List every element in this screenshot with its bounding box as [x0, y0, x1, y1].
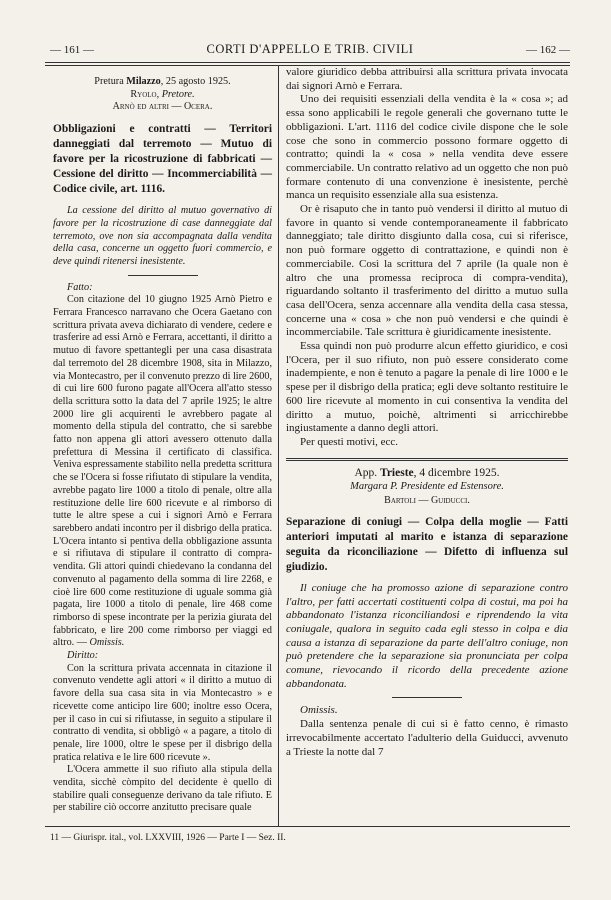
right-column — [286, 66, 568, 759]
omissis-2: Omissis. — [300, 704, 338, 717]
footer-rule — [45, 826, 570, 827]
right-paragraph-5: Per questi motivi, ecc. — [300, 435, 399, 448]
parties: Arnò ed altri — Ocera. — [112, 101, 213, 113]
column-divider — [278, 66, 279, 826]
court-line-2 — [286, 467, 568, 481]
diritto-paragraph-1: Con la scrittura privata accennata in citazione il convenuto vendette agli attori « il diritto a mutuo di favore della sua casa sita in via Montecastro » e ricevette come anticipo lire 600; inoltre esso Ocera, per il caso in cui si rifiutasse, in seguito a stipulare il contratto di vendita, si obbligò « a pagare, a titolo di penale, lire 1000, oltre le spese per il disbrigo della pratica relativa e le lire 600 ricevute ». — [53, 662, 272, 763]
right-paragraph-4: Essa quindi non può produrre alcun effetto giuridico, e così l'Ocera, per il suo rifiuto, non può essere considerato come inadempiente, e non è tenuto a pagare la penale di lire 1000 e le spese per il disbrigo della pratica; egli deve soltanto restituire le 600 lire ricevute al momento in cui consentiva la vendita del diritto a mutuo, poichè, altrimenti si arricchirebbe ingiustamente a danno degli attori. — [286, 340, 568, 435]
fatto-heading: Fatto: — [67, 281, 93, 293]
page-footer: 11 — Giurispr. ital., vol. LXXVIII, 1926 — Parte I — Sez. II. — [50, 833, 286, 843]
court-date-2: , 4 dicembre 1925. — [413, 466, 500, 479]
right-paragraph-3: Or è risaputo che in tanto può vendersi il diritto al mutuo di favore in quanto si vende contemporaneamente il fabbricato danneggiato; tale diritto disgiunto dalla cosa, cui si riferisce, non può formare oggetto di contrattazione, e quindi non è commerciabile. Così la scrittura del 7 aprile (la quale non è altro che una promessa reciproca di compra-vendita), riguardando soltanto il trasferimento del diritto a mutuo sulla casa dell'Ocera, senza accennare alla vendita della casa stessa, concerne una « cosa » che non può vendersi e che quindi è incommerciabile. Tale scrittura è giuridicamente inesistente. — [286, 203, 568, 339]
judges-line: Margara P. Presidente ed Estensore. — [350, 481, 504, 493]
parties-2: Bartoli — Guiducci. — [384, 495, 470, 507]
judge-role: , Pretore. — [156, 88, 195, 100]
section-rule — [286, 458, 568, 461]
case-caption-2: Separazione di coniugi — Colpa della moglie — Fatti anteriori imputati al marito e istanza di separazione seguita da riconciliazione — Difetto di influenza sul giudizio. — [286, 515, 568, 573]
case-maxim-2: Il coniuge che ha promosso azione di separazione contro l'altro, per fatti accertati costituenti colpa di costui, ma poi ha abbandonato l'istanza riconciliandosi e riprendendo la vita coniugale, qualora in seguito cada egli stesso in colpa e dia causa a istanza di separazione da parte dell'altro coniuge, non può pretendere che la separazione sia pronunciata per colpa comune, rievocando il ricordo della precedente azione abbandonata. — [286, 581, 568, 690]
fatto-body: Con citazione del 10 giugno 1925 Arnò Pietro e Ferrara Francesco narravano che Ocera Gaetano con scrittura privata aveva dichiarato di vendere, cedere e trasferire ad essi Arnò e Ferrara, accettanti, il diritto a mutuo di favore spettantegli per una casa disastrata dal terremoto del 28 dicembre 1908, sita in Milazzo, via Montecastro, per il convenuto prezzo di lire 2600, di cui lire 600 furono pagate all'Ocera all'atto stesso della scrittura sotto la data del 7 aprile 1925; le altre 2000 lire gli acquirenti le avrebbero pagate al momento della stipula del contratto, che si sarebbe fatto non appena gli attori avessero ottenuto dalla prefettura di Messina il certificato di classifica. Veniva espressamente stabilito nella predetta scrittura che se l'Ocera si fosse rifiutato di stipulare la vendita, avrebbe pagato lire 1000 a titolo di penale, oltre alla restituzione delle lire 600 ricevute e al rimborso di tutte le altre spese a cui i signori Arnò e Ferrara sarebbero andati incontro per il disbrigo della pratica. L'Ocera intanto si pentiva della obbligazione assunta e si rifiutava di stipulare il contratto di compra-vendita. Gli attori quindi chiedevano la condanna del convenuto al pagamento della somma di lire 2268, e cioè lire 600 come restituzione di uguale somma già pagata, lire 1000 a titolo di penale, lire 468 come rimborso di spese incontrate per la perizia giurata del fabbricato, e lire 200 come rimborso per viaggi ed altro. — — [53, 294, 272, 649]
header-rule — [45, 62, 570, 63]
fatto-omissis: Omissis. — [89, 637, 125, 649]
left-column — [53, 76, 272, 815]
court-place: Milazzo — [126, 76, 161, 87]
diritto-heading: Diritto: — [67, 650, 99, 662]
case-caption: Obbligazioni e contratti — Territori danneggiati dal terremoto — Mutuo di favore per la ricostruzione di fabbricati — Cessione del diritto — Incommerciabilità — Codice civile, art. 1116. — [53, 123, 272, 196]
court-prefix-2: App. — [354, 466, 380, 479]
court-place-2: Trieste — [380, 466, 414, 479]
right-paragraph-6: Dalla sentenza penale di cui si è fatto cenno, è rimasto irrevocabilmente accertato l'adulterio della Guiducci, avvenuto a Trieste la notte dal 7 — [286, 718, 568, 758]
fatto-text — [53, 294, 272, 650]
diritto-paragraph-2: L'Ocera ammette il suo rifiuto alla stipula della vendita, sicchè còmpito del decidente è quello di stabilire quali conseguenze derivano da tale rifiuto. E per stabilire ciò occorre anzitutto precisare quale — [53, 764, 272, 814]
judge-name: Ryolo — [130, 88, 157, 100]
court-line — [53, 76, 272, 89]
separator — [128, 275, 198, 276]
right-paragraph-2: Uno dei requisiti essenziali della vendita è la « cosa »; ad essa sono applicabili le regole generali che governano tutte le obbligazioni. L'art. 1116 del codice civile dispone che le sole cose che sono in commercio possono formare oggetto di contratto; quindi la « cosa » nella vendita deve essere commerciabile. Un contratto relativo ad un oggetto che non può formare contenuto di una convenzione è inesistente, perchè manca un requisito essenziale alla sua esistenza. — [286, 93, 568, 202]
separator-2 — [392, 697, 462, 698]
page-number-right: — 162 — — [526, 44, 570, 56]
court-prefix: Pretura — [94, 76, 127, 87]
running-title: CORTI D'APPELLO E TRIB. CIVILI — [206, 42, 414, 56]
court-date: , 25 agosto 1925. — [160, 76, 231, 87]
page-number-left: — 161 — — [50, 44, 94, 56]
page-header — [50, 42, 570, 60]
case-maxim: La cessione del diritto al mutuo governativo di favore per la ricostruzione di case danneggiate dal terremoto, ove non sia accompagnata dalla vendita della casa, concerne un oggetto fuori commercio, e deve quindi ritenersi inesistente. — [53, 205, 272, 267]
judge-line — [53, 89, 272, 102]
right-paragraph-1: valore giuridico debba attribuirsi alla scrittura privata invocata dai signori Arnò e Ferrara. — [286, 66, 568, 92]
